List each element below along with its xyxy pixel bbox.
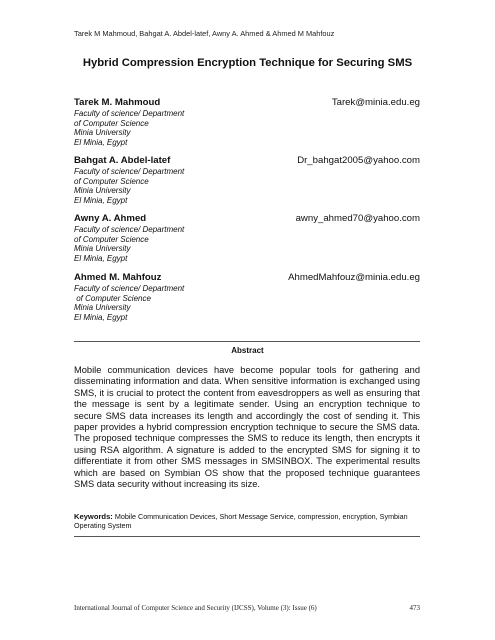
author-email[interactable]: Dr_bahgat2005@yahoo.com: [297, 155, 420, 166]
author-affiliation-line: Faculty of science/ Department: [74, 167, 185, 176]
author-block: [74, 272, 420, 322]
keywords: [74, 513, 420, 531]
author-name: Ahmed M. Mahfouz: [74, 272, 162, 283]
author-affiliation-line: Faculty of science/ Department: [74, 225, 185, 234]
running-head: Tarek M Mahmoud, Bahgat A. Abdel-latef, Awny A. Ahmed & Ahmed M Mahfouz: [74, 29, 335, 38]
author-name: Awny A. Ahmed: [74, 213, 147, 224]
abstract-heading: Abstract: [231, 346, 264, 355]
author-name: Bahgat A. Abdel-latef: [74, 155, 171, 166]
author-affiliation-line: Minia University: [74, 186, 131, 196]
keywords-text: Mobile Communication Devices, Short Message Service, compression, encryption, Symbian Operating System: [74, 512, 408, 530]
keywords-bottom-rule: [74, 536, 420, 537]
paper-title: Hybrid Compression Encryption Technique for Securing SMS: [82, 57, 413, 69]
footer-page-number: 473: [409, 604, 420, 612]
author-affiliation-line: of Computer Science: [74, 293, 151, 303]
author-email[interactable]: AhmedMahfouz@minia.edu.eg: [288, 272, 420, 283]
author-affiliation-line: Faculty of science/ Department: [74, 284, 185, 293]
author-block: [74, 213, 420, 263]
author-affiliation-line: Faculty of science/ Department: [74, 109, 185, 118]
author-block: [74, 97, 420, 147]
abstract-top-rule: [74, 341, 420, 342]
author-affiliation-line: El Minia, Egypt: [74, 253, 128, 263]
page-footer: [74, 604, 420, 612]
author-affiliation-line: of Computer Science: [74, 176, 149, 186]
keywords-label: Keywords:: [74, 512, 113, 521]
author-affiliation-line: El Minia, Egypt: [74, 312, 128, 322]
author-block: [74, 155, 420, 205]
author-affiliation-line: Minia University: [74, 303, 131, 313]
author-affiliation-line: of Computer Science: [74, 118, 149, 128]
author-email[interactable]: Tarek@minia.edu.eg: [331, 97, 420, 108]
author-email[interactable]: awny_ahmed70@yahoo.com: [295, 213, 420, 224]
author-affiliation-line: Minia University: [74, 244, 131, 254]
author-affiliation-line: El Minia, Egypt: [74, 137, 128, 147]
author-affiliation-line: of Computer Science: [74, 234, 149, 244]
author-affiliation-line: Minia University: [74, 128, 131, 138]
author-affiliation-line: El Minia, Egypt: [74, 195, 128, 205]
author-name: Tarek M. Mahmoud: [74, 97, 161, 108]
abstract-body: Mobile communication devices have become popular tools for gathering and disseminating information and data. When sensitive information is exchanged using SMS, it is crucial to protect the content from eavesdroppers as well as ensuring that the message is sent by a legitimate sender. Using an encryption technique to secure SMS data increases its length and accordingly the cost of sending it. This paper provides a hybrid compression encryption technique to secure the SMS data. The proposed technique compresses the SMS to reduce its length, then encrypts it using RSA algorithm. A signature is added to the encrypted SMS for signing it to differentiate it from other SMS messages in SMSINBOX. The experimental results which are based on Symbian OS show that the proposed technique guarantees SMS data security without increasing its size.: [74, 365, 420, 490]
footer-journal: International Journal of Computer Science and Security (IJCSS), Volume (3): Issue (6): [74, 604, 317, 612]
